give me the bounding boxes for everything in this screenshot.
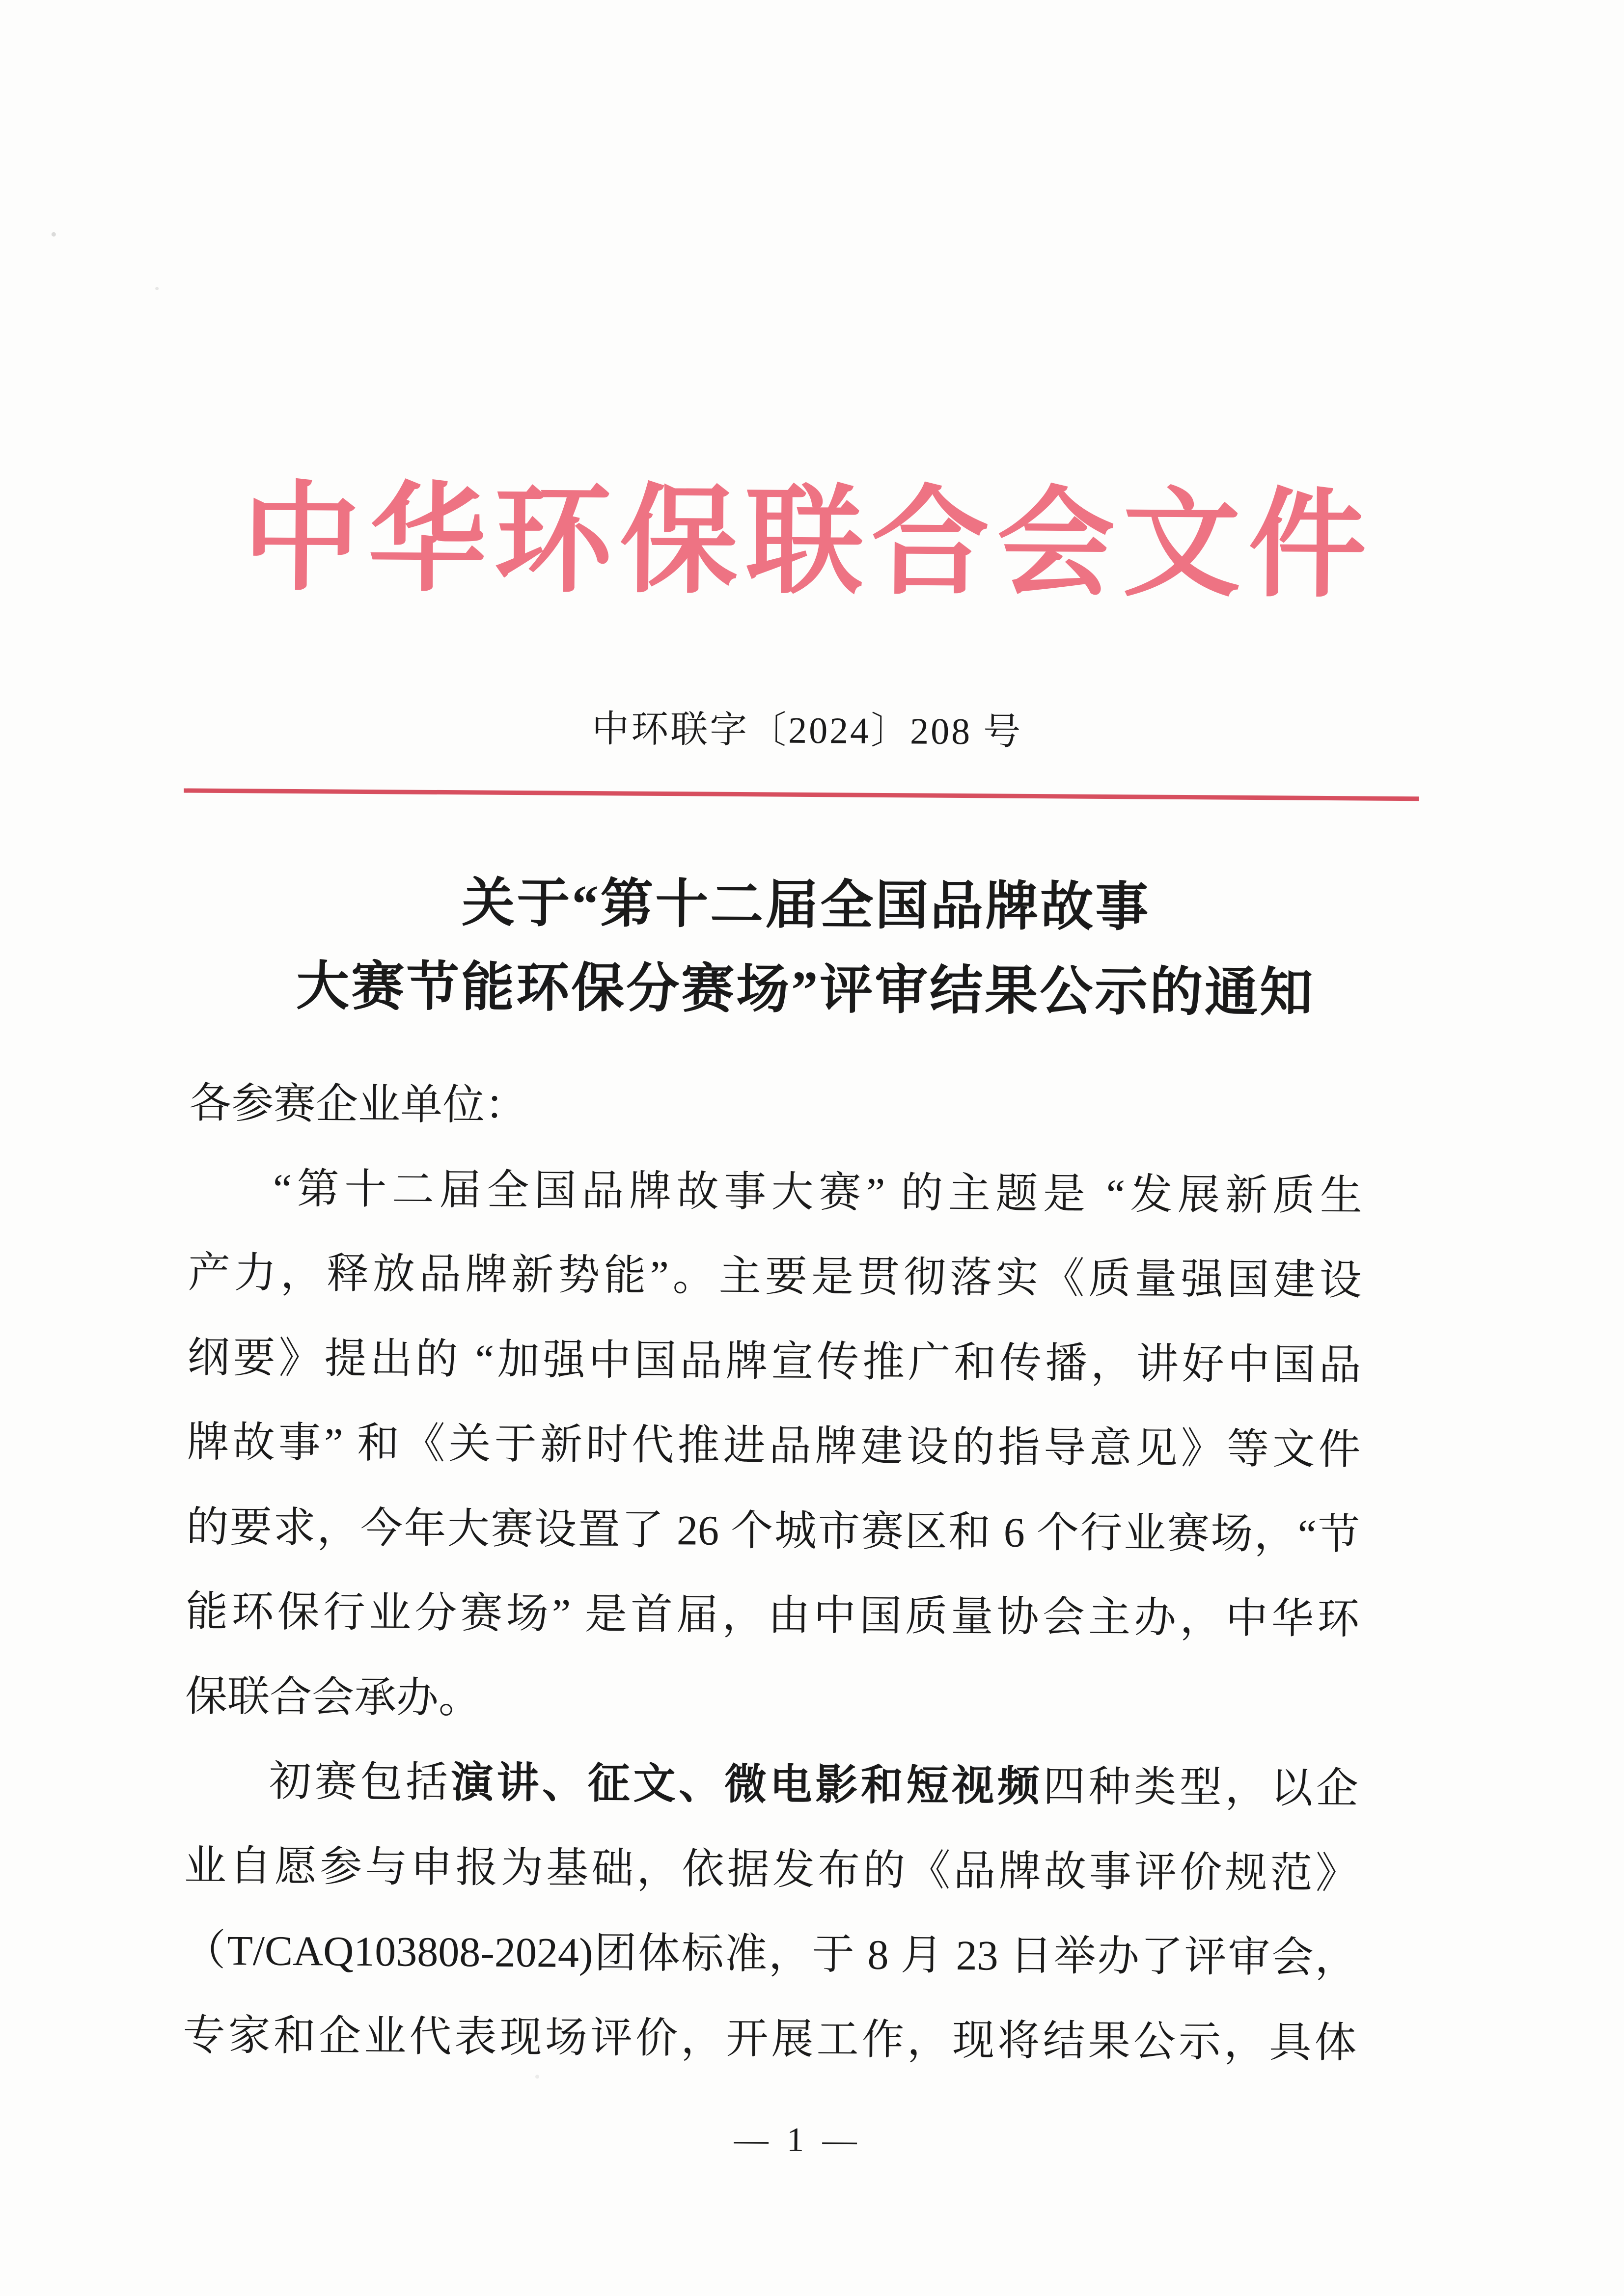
body-line [188,1230,1362,1323]
body-line [184,1739,1358,1831]
body-text-segment: 各参赛企业单位： [189,1079,527,1129]
notice-title-line-1: 关于“第十二届全国品牌故事 [461,874,1151,937]
notice-title-line-2: 大赛节能环保分赛场”评审结果公示的通知 [296,957,1315,1023]
body-text-segment: 牌故事” 和《关于新时代推进品牌建设的指导意见》等文件 [187,1418,1361,1474]
bold-phrase: 演讲、征文、微电影和短视频 [451,1759,1044,1810]
notice-title [0,858,1618,1038]
body-text-segment: 初赛包括 [269,1757,452,1806]
body-text-segment: 专家和企业代表现场评价，开展工作，现将结果公示，具体 [183,2011,1357,2066]
body-line [186,1484,1360,1577]
body-text-segment: （T/CAQ103808-2024)团体标准，于 8 月 23 日举办了评审会， [183,1926,1357,1982]
body-text-segment: 四种类型，以企 [1043,1763,1359,1812]
body-line [184,1823,1358,1915]
body-text-segment: 产力，释放品牌新势能”。主要是贯彻落实《质量强国建设 [188,1249,1362,1304]
organization-header-title: 中华环保联合会文件 [242,473,1375,612]
body-line [189,1061,1363,1153]
document-number: 中环联字〔2024〕208 号 [591,709,1023,753]
body-text-segment: 保联合会承办。 [185,1672,481,1722]
body-text-segment: 纲要》提出的 “加强中国品牌宣传推广和传播，讲好中国品 [187,1334,1361,1389]
body-text-segment: 的要求，今年大赛设置了 26 个城市赛区和 6 个行业赛场，“节 [186,1503,1360,1558]
body-line [188,1146,1362,1238]
document-body [183,1061,1363,2085]
body-text-segment: “第十二届全国品牌故事大赛” 的主题是 “发展新质生 [273,1165,1363,1219]
body-line [183,1993,1357,2085]
body-line [187,1315,1361,1407]
body-line [186,1569,1360,1662]
body-text-segment: 能环保行业分赛场” 是首届，由中国质量协会主办，中华环 [185,1587,1360,1643]
page-number: — 1 — [734,2121,862,2159]
body-text-segment: 业自愿参与申报为基础，依据发布的《品牌故事评价规范》 [184,1842,1358,1897]
red-divider-line [184,789,1419,801]
body-line [183,1908,1357,2000]
body-line [187,1400,1361,1492]
body-line [185,1654,1359,1746]
scan-speck [155,287,159,290]
scan-speck [52,232,56,237]
